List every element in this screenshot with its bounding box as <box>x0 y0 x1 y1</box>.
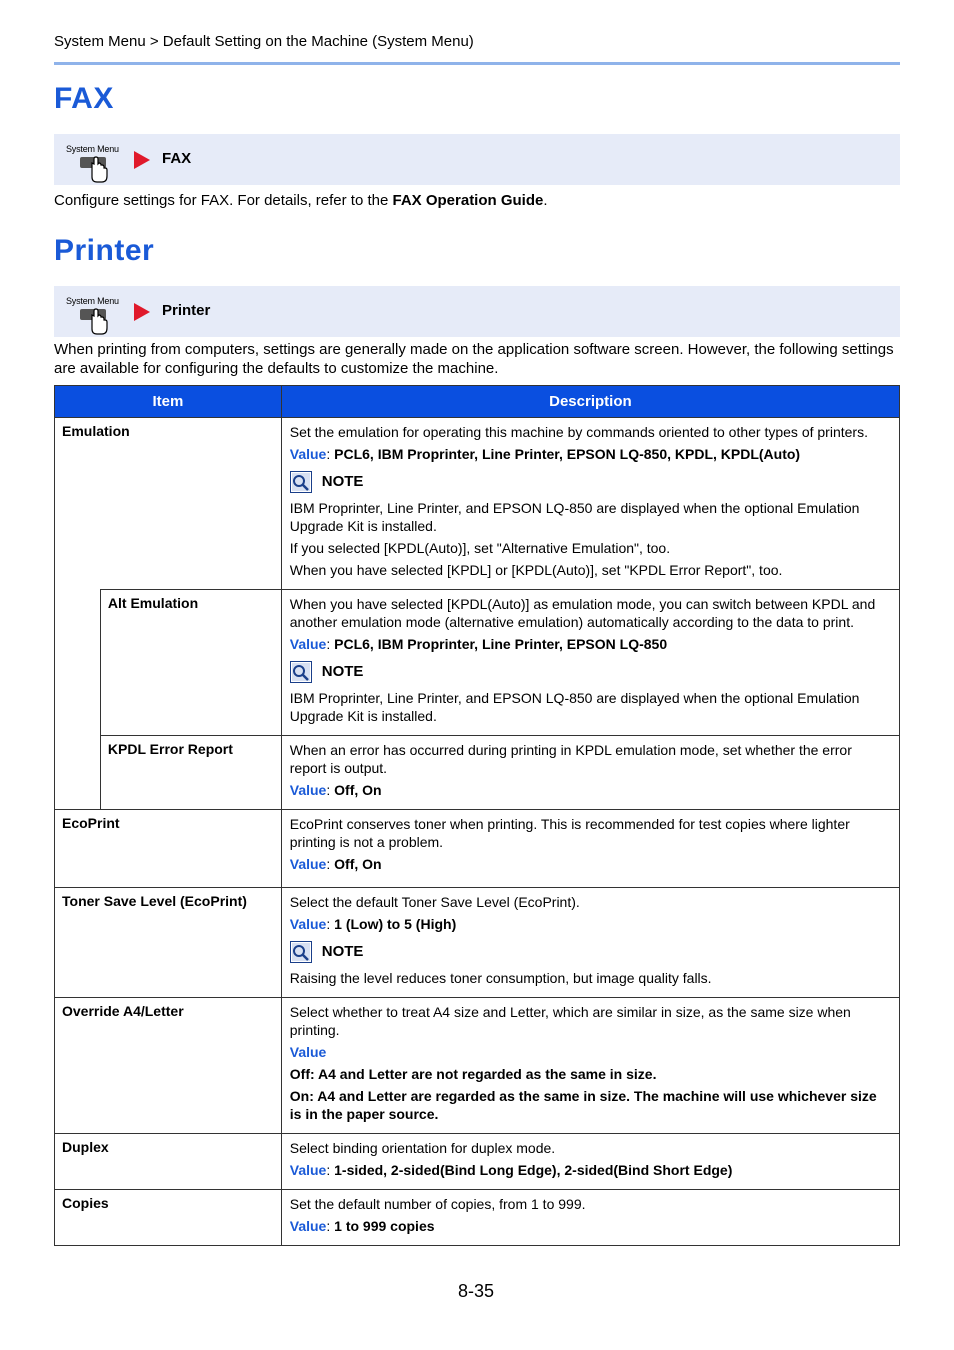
desc-text: Select binding orientation for duplex mode. <box>289 1140 556 1156</box>
arrow-right-icon <box>134 151 150 169</box>
column-header-item: Item <box>55 386 282 418</box>
desc-ecoprint: EcoPrint conserves toner when printing. This is recommended for test copies where lighter printing is not a problem. Value: Off, On <box>281 810 899 888</box>
table-row <box>55 810 900 888</box>
item-alt-emulation: Alt Emulation <box>100 590 281 736</box>
system-menu-key-label: System Menu <box>66 144 119 154</box>
desc-text: EcoPrint conserves toner when printing. This is recommended for test copies where lighter printing is not a problem. <box>289 816 850 850</box>
breadcrumb: System Menu > Default Setting on the Machine (System Menu) <box>54 33 474 50</box>
note-title: NOTE <box>321 473 364 490</box>
desc-text: Set the emulation for operating this machine by commands oriented to other types of printers. <box>289 424 868 440</box>
value-text: 1 to 999 copies <box>334 1218 435 1234</box>
value-text: On: A4 and Letter are regarded as the same in size. The machine will use whichever size is in the paper source. <box>289 1088 877 1122</box>
note-icon <box>290 941 312 963</box>
page-number: 8-35 <box>458 1281 495 1301</box>
indent-spacer <box>55 590 101 810</box>
fax-desc-end: . <box>543 192 548 209</box>
value-label: Value <box>289 856 327 872</box>
value-label: Value <box>289 1218 327 1234</box>
fax-nav-label: FAX <box>162 150 192 167</box>
header-rule <box>54 62 900 65</box>
table-row <box>55 418 900 590</box>
note-title: NOTE <box>321 943 364 960</box>
value-label: Value <box>289 782 327 798</box>
desc-text: When an error has occurred during printing in KPDL emulation mode, set whether the error report is output. <box>289 742 852 776</box>
note-text: When you have selected [KPDL] or [KPDL(Auto)], set "KPDL Error Report", too. <box>289 562 783 578</box>
value-label: Value <box>289 1044 327 1060</box>
system-menu-key-icon <box>66 296 126 336</box>
note-text: If you selected [KPDL(Auto)], set "Alternative Emulation", too. <box>289 540 671 556</box>
fax-heading: FAX <box>54 82 114 115</box>
arrow-right-icon <box>134 303 150 321</box>
pointing-hand-icon <box>80 155 110 183</box>
printer-heading: Printer <box>54 234 155 267</box>
note-header <box>290 941 892 963</box>
item-duplex: Duplex <box>55 1134 282 1190</box>
value-label: Value <box>289 1162 327 1178</box>
value-label: Value <box>289 636 327 652</box>
note-text: Raising the level reduces toner consumption, but image quality falls. <box>289 970 712 986</box>
fax-nav-path <box>54 134 900 185</box>
item-copies: Copies <box>55 1190 282 1246</box>
fax-guide-reference: FAX Operation Guide <box>392 192 544 209</box>
pointing-hand-icon <box>80 307 110 335</box>
printer-settings-table <box>54 385 900 1246</box>
table-header-row <box>55 386 900 418</box>
table-row <box>55 998 900 1134</box>
value-text: PCL6, IBM Proprinter, Line Printer, EPSON LQ-850, KPDL, KPDL(Auto) <box>334 446 801 462</box>
table-row <box>55 736 900 810</box>
system-menu-key-label: System Menu <box>66 296 119 306</box>
note-header <box>290 471 892 493</box>
desc-duplex: Select binding orientation for duplex mode. Value: 1-sided, 2-sided(Bind Long Edge), 2-sided(Bind Short Edge) <box>281 1134 899 1190</box>
value-label: Value <box>289 446 327 462</box>
desc-override-a4-letter <box>281 998 899 1134</box>
desc-alt-emulation: When you have selected [KPDL(Auto)] as emulation mode, you can switch between KPDL and another emulation mode (alternative emulation) automatically according to the data to print. Value: PCL6, IBM Proprinter, Line Printer, EPSON LQ-850 NOTE IBM Proprinter, Line Printer, and EPSON LQ-850 are displayed when the optional Emulation Upgrade Kit is installed. <box>281 590 899 736</box>
system-menu-key-icon <box>66 144 126 184</box>
desc-text: Set the default number of copies, from 1 to 999. <box>289 1196 586 1212</box>
printer-nav-label: Printer <box>162 302 211 319</box>
item-ecoprint: EcoPrint <box>55 810 282 888</box>
note-text: IBM Proprinter, Line Printer, and EPSON LQ-850 are displayed when the optional Emulation Upgrade Kit is installed. <box>289 690 860 724</box>
column-header-description: Description <box>281 386 899 418</box>
note-header <box>290 661 892 683</box>
desc-kpdl-error-report: When an error has occurred during printing in KPDL emulation mode, set whether the error report is output. Value: Off, On <box>281 736 899 810</box>
value-text: Off: A4 and Letter are not regarded as the same in size. <box>289 1066 657 1082</box>
table-row <box>55 1134 900 1190</box>
desc-text: Select the default Toner Save Level (EcoPrint). <box>289 894 580 910</box>
note-text: IBM Proprinter, Line Printer, and EPSON LQ-850 are displayed when the optional Emulation Upgrade Kit is installed. <box>289 500 860 534</box>
desc-text: When you have selected [KPDL(Auto)] as emulation mode, you can switch between KPDL and another emulation mode (alternative emulation) automatically according to the data to print. <box>289 596 876 630</box>
value-text: PCL6, IBM Proprinter, Line Printer, EPSON LQ-850 <box>334 636 668 652</box>
value-text: Off, On <box>334 782 382 798</box>
fax-desc-text: Configure settings for FAX. For details, refer to the <box>54 192 393 209</box>
item-override-a4-letter: Override A4/Letter <box>55 998 282 1134</box>
item-toner-save-level: Toner Save Level (EcoPrint) <box>55 888 282 998</box>
note-icon <box>290 661 312 683</box>
desc-toner-save-level: Select the default Toner Save Level (EcoPrint). Value: 1 (Low) to 5 (High) NOTE Raising the level reduces toner consumption, but image quality falls. <box>281 888 899 998</box>
value-text: 1 (Low) to 5 (High) <box>334 916 457 932</box>
desc-text: Select whether to treat A4 size and Letter, which are similar in size, as the same size when printing. <box>289 1004 851 1038</box>
desc-copies: Set the default number of copies, from 1 to 999. Value: 1 to 999 copies <box>281 1190 899 1246</box>
item-kpdl-error-report: KPDL Error Report <box>100 736 281 810</box>
note-icon <box>290 471 312 493</box>
value-text: 1-sided, 2-sided(Bind Long Edge), 2-sided(Bind Short Edge) <box>334 1162 733 1178</box>
printer-nav-path <box>54 286 900 337</box>
desc-emulation: Set the emulation for operating this machine by commands oriented to other types of printers. Value: PCL6, IBM Proprinter, Line Printer, EPSON LQ-850, KPDL, KPDL(Auto) NOTE IBM Proprinter, Line Printer, and EPSON LQ-850 are displayed when the optional Emulation Upgrade Kit is installed. If you selected [KPDL(Auto)], set "Alternative Emulation", too. When you have selected [KPDL] or [KPDL(Auto)], set "KPDL Error Report", too. <box>281 418 899 590</box>
value-text: Off, On <box>334 856 382 872</box>
item-emulation: Emulation <box>55 418 282 590</box>
table-row <box>55 1190 900 1246</box>
note-title: NOTE <box>321 663 364 680</box>
value-label: Value <box>289 916 327 932</box>
printer-intro: When printing from computers, settings are generally made on the application software screen. However, the following settings are available for configuring the defaults to customize the machine. <box>54 341 894 377</box>
fax-description <box>54 191 900 210</box>
table-row <box>55 590 900 736</box>
table-row <box>55 888 900 998</box>
